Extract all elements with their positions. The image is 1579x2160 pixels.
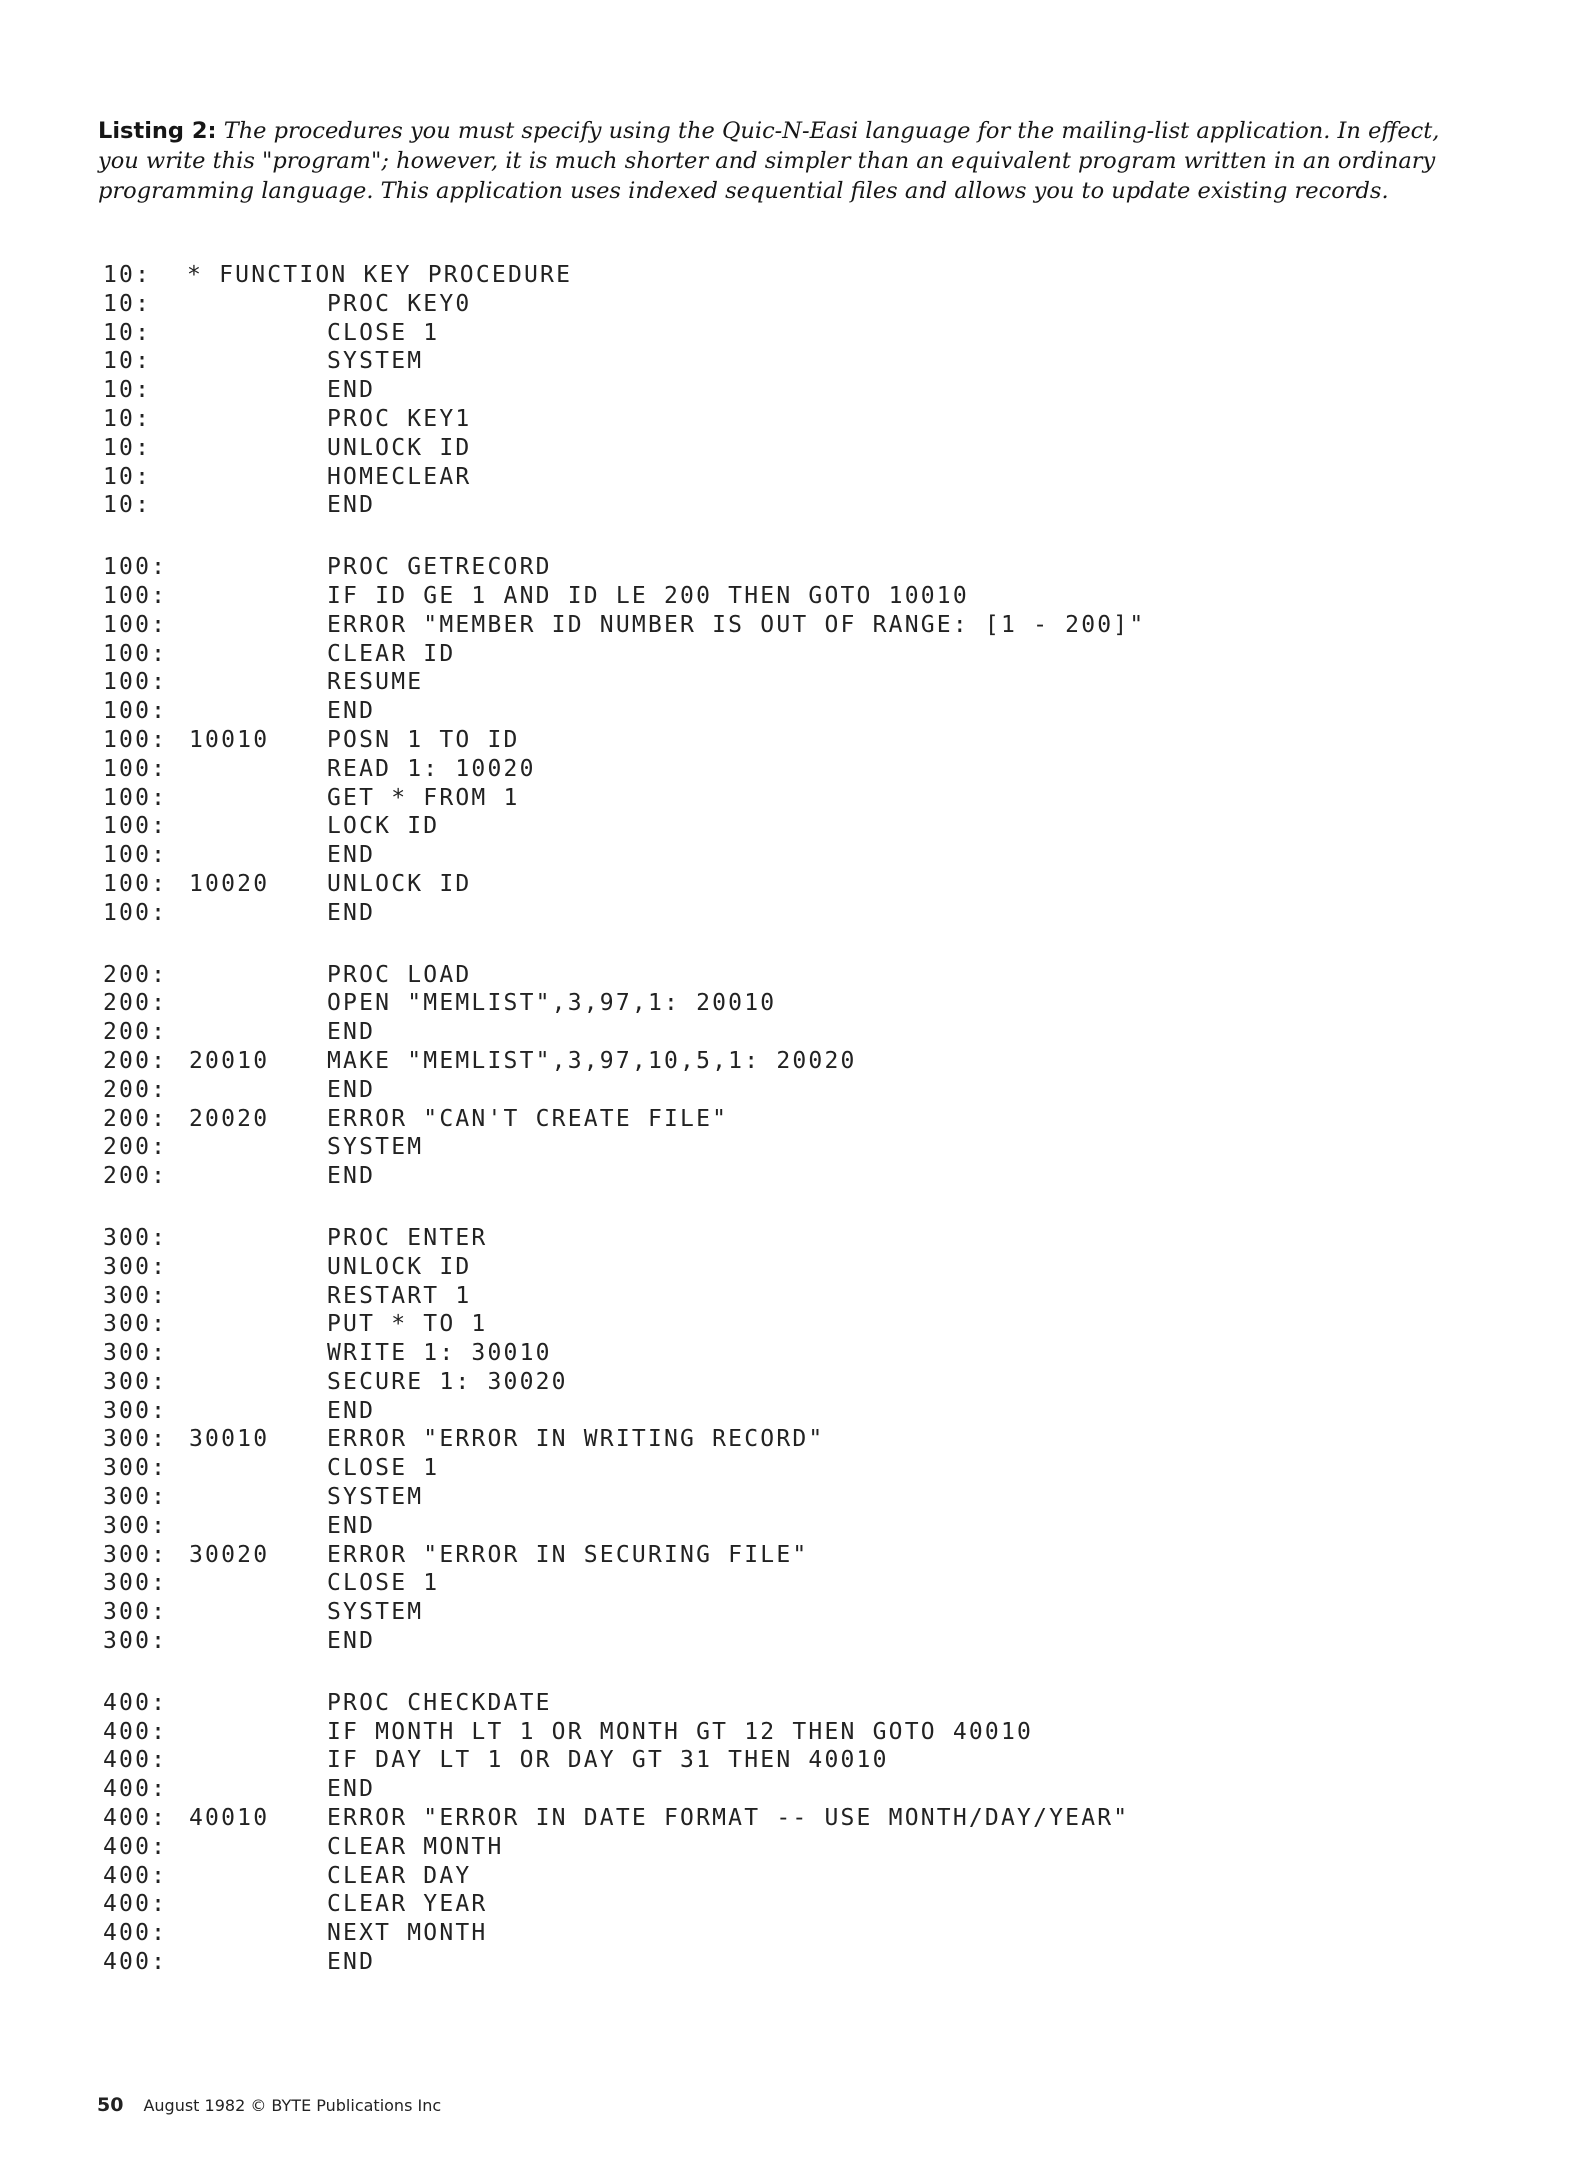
line-number: 400: xyxy=(103,1833,168,1860)
listing-line xyxy=(0,756,1579,785)
statement-label: 10020 xyxy=(189,870,270,897)
line-number: 300: xyxy=(103,1541,168,1568)
line-number: 200: xyxy=(103,990,168,1017)
statement-code: UNLOCK ID xyxy=(327,1253,472,1280)
listing-line xyxy=(0,1106,1579,1135)
listing-line xyxy=(0,1254,1579,1283)
line-number: 100: xyxy=(103,640,168,667)
line-number: 10: xyxy=(103,463,152,490)
statement-label: 20020 xyxy=(189,1105,270,1132)
caption-text: The procedures you must specify using the Quic-N-Easi language for the mailing-list application. In effect, you write this "program"; however, it is much shorter and simpler than an equivalent program written in an ordinary programming language. This application uses indexed sequential files and allows you to update existing records. xyxy=(98,118,1440,204)
line-number: 100: xyxy=(103,899,168,926)
statement-code: OPEN "MEMLIST",3,97,1: 20010 xyxy=(327,990,777,1017)
line-number: 100: xyxy=(103,611,168,638)
line-number: 10: xyxy=(103,348,152,375)
line-number: 100: xyxy=(103,669,168,696)
line-number: 10: xyxy=(103,262,152,288)
listing-line xyxy=(0,1484,1579,1513)
line-number: 400: xyxy=(103,1805,168,1832)
statement-code: CLOSE 1 xyxy=(327,1570,440,1597)
listing-line xyxy=(0,464,1579,493)
listing-line xyxy=(0,1163,1579,1192)
listing-line xyxy=(0,406,1579,435)
line-number: 400: xyxy=(103,1718,168,1745)
statement-code: END xyxy=(327,1949,376,1976)
listing-line xyxy=(0,1805,1579,1834)
line-number: 300: xyxy=(103,1311,168,1338)
listing-line xyxy=(0,1949,1579,1978)
listing-line xyxy=(0,1920,1579,1949)
line-number: 400: xyxy=(103,1689,168,1716)
line-number: 100: xyxy=(103,755,168,782)
statement-code: ERROR "ERROR IN DATE FORMAT -- USE MONTH/DAY/YEAR" xyxy=(327,1805,1130,1832)
statement-code: ERROR "ERROR IN WRITING RECORD" xyxy=(327,1426,825,1453)
statement-code: CLEAR YEAR xyxy=(327,1891,488,1918)
line-number: 300: xyxy=(103,1282,168,1309)
line-number: 200: xyxy=(103,1105,168,1132)
line-number: 100: xyxy=(103,554,168,581)
listing-line xyxy=(0,900,1579,929)
statement-code: CLEAR ID xyxy=(327,640,456,667)
line-number: 100: xyxy=(103,813,168,840)
line-number: 400: xyxy=(103,1776,168,1803)
statement-code: POSN 1 TO ID xyxy=(327,726,520,753)
listing-line xyxy=(0,871,1579,900)
line-number: 100: xyxy=(103,784,168,811)
line-number: 300: xyxy=(103,1368,168,1395)
statement-code: PUT * TO 1 xyxy=(327,1311,488,1338)
statement-code: END xyxy=(327,1019,376,1046)
statement-code: PROC KEY0 xyxy=(327,290,472,317)
statement-code: PROC ENTER xyxy=(327,1224,488,1251)
statement-code: PROC CHECKDATE xyxy=(327,1689,552,1716)
statement-code: UNLOCK ID xyxy=(327,434,472,461)
listing-line xyxy=(0,377,1579,406)
line-number: 200: xyxy=(103,961,168,988)
section-gap xyxy=(0,1657,1579,1690)
listing-line xyxy=(0,727,1579,756)
listing-line xyxy=(0,698,1579,727)
listing-line xyxy=(0,1225,1579,1254)
listing-line xyxy=(0,1776,1579,1805)
statement-code: END xyxy=(327,1397,376,1424)
statement-code: HOMECLEAR xyxy=(327,463,472,490)
statement-code: END xyxy=(327,899,376,926)
line-number: 100: xyxy=(103,698,168,725)
line-number: 200: xyxy=(103,1076,168,1103)
listing-line xyxy=(0,320,1579,349)
statement-code: SYSTEM xyxy=(327,1134,424,1161)
listing-line xyxy=(0,1398,1579,1427)
listing-line xyxy=(0,1134,1579,1163)
line-number: 300: xyxy=(103,1570,168,1597)
caption-label: Listing 2: xyxy=(98,118,217,144)
listing-line xyxy=(0,1599,1579,1628)
listing-line xyxy=(0,1747,1579,1776)
listing-line xyxy=(0,669,1579,698)
listing-line xyxy=(0,1311,1579,1340)
line-number: 300: xyxy=(103,1397,168,1424)
listing-line xyxy=(0,1570,1579,1599)
line-number: 10: xyxy=(103,290,152,317)
listing-line xyxy=(0,990,1579,1019)
code-listing xyxy=(0,262,1579,1978)
section-gap xyxy=(0,929,1579,962)
line-number: 300: xyxy=(103,1455,168,1482)
statement-code: LOCK ID xyxy=(327,813,440,840)
statement-code: SECURE 1: 30020 xyxy=(327,1368,568,1395)
statement-code: IF MONTH LT 1 OR MONTH GT 12 THEN GOTO 40010 xyxy=(327,1718,1034,1745)
line-number: 400: xyxy=(103,1891,168,1918)
line-number: 300: xyxy=(103,1628,168,1655)
statement-code: ERROR "MEMBER ID NUMBER IS OUT OF RANGE: [1 - 200]" xyxy=(327,611,1146,638)
statement-code: RESUME xyxy=(327,669,424,696)
statement-code: WRITE 1: 30010 xyxy=(327,1340,552,1367)
line-number: 300: xyxy=(103,1224,168,1251)
listing-line xyxy=(0,291,1579,320)
listing-line xyxy=(0,1077,1579,1106)
statement-label: 10010 xyxy=(189,726,270,753)
statement-code: SYSTEM xyxy=(327,348,424,375)
listing-line xyxy=(0,492,1579,521)
line-number: 300: xyxy=(103,1599,168,1626)
statement-code: READ 1: 10020 xyxy=(327,755,536,782)
line-number: 100: xyxy=(103,726,168,753)
statement-code: PROC LOAD xyxy=(327,961,472,988)
listing-line xyxy=(0,583,1579,612)
statement-code: END xyxy=(327,1512,376,1539)
statement-code: SYSTEM xyxy=(327,1484,424,1511)
statement-code: END xyxy=(327,377,376,404)
statement-code: END xyxy=(327,1163,376,1190)
listing-caption xyxy=(98,116,1483,206)
listing-line xyxy=(0,262,1579,291)
statement-code: END xyxy=(327,492,376,519)
listing-line xyxy=(0,1455,1579,1484)
line-number: 300: xyxy=(103,1484,168,1511)
statement-code: MAKE "MEMLIST",3,97,10,5,1: 20020 xyxy=(327,1047,857,1074)
line-number: 100: xyxy=(103,582,168,609)
listing-line xyxy=(0,1834,1579,1863)
section-gap xyxy=(0,521,1579,554)
listing-line xyxy=(0,1283,1579,1312)
statement-code: END xyxy=(327,1628,376,1655)
statement-code: RESTART 1 xyxy=(327,1282,472,1309)
statement-code: END xyxy=(327,1076,376,1103)
statement-code: ERROR "CAN'T CREATE FILE" xyxy=(327,1105,729,1132)
statement-code: UNLOCK ID xyxy=(327,870,472,897)
listing-line xyxy=(0,1340,1579,1369)
statement-code: SYSTEM xyxy=(327,1599,424,1626)
listing-line xyxy=(0,1019,1579,1048)
line-number: 10: xyxy=(103,434,152,461)
line-number: 300: xyxy=(103,1512,168,1539)
statement-code: PROC GETRECORD xyxy=(327,554,552,581)
statement-code: NEXT MONTH xyxy=(327,1920,488,1947)
line-number: 400: xyxy=(103,1920,168,1947)
listing-line xyxy=(0,785,1579,814)
line-number: 400: xyxy=(103,1862,168,1889)
line-number: 200: xyxy=(103,1019,168,1046)
statement-code: IF DAY LT 1 OR DAY GT 31 THEN 40010 xyxy=(327,1747,889,1774)
statement-code: CLEAR DAY xyxy=(327,1862,472,1889)
page-number: 50 xyxy=(97,2094,124,2116)
statement-label: 30010 xyxy=(189,1426,270,1453)
listing-line xyxy=(0,641,1579,670)
statement-code: GET * FROM 1 xyxy=(327,784,520,811)
statement-code: END xyxy=(327,842,376,869)
listing-line xyxy=(0,1513,1579,1542)
statement-label: 40010 xyxy=(189,1805,270,1832)
listing-line xyxy=(0,1628,1579,1657)
line-number: 300: xyxy=(103,1426,168,1453)
listing-line xyxy=(0,435,1579,464)
statement-code: END xyxy=(327,698,376,725)
statement-code: CLOSE 1 xyxy=(327,1455,440,1482)
listing-line xyxy=(0,612,1579,641)
line-number: 200: xyxy=(103,1134,168,1161)
listing-line xyxy=(0,1690,1579,1719)
line-number: 10: xyxy=(103,492,152,519)
statement-code: END xyxy=(327,1776,376,1803)
listing-line xyxy=(0,1369,1579,1398)
page-footer xyxy=(97,2094,441,2116)
line-number: 10: xyxy=(103,319,152,346)
footer-text: August 1982 © BYTE Publications Inc xyxy=(143,2096,442,2115)
statement-label: 20010 xyxy=(189,1047,270,1074)
listing-line xyxy=(0,1426,1579,1455)
listing-line xyxy=(0,1542,1579,1571)
statement-code: CLOSE 1 xyxy=(327,319,440,346)
line-number: 100: xyxy=(103,842,168,869)
listing-line xyxy=(0,554,1579,583)
line-number: 10: xyxy=(103,377,152,404)
listing-line xyxy=(0,962,1579,991)
section-gap xyxy=(0,1192,1579,1225)
listing-line xyxy=(0,1048,1579,1077)
statement-code: ERROR "ERROR IN SECURING FILE" xyxy=(327,1541,809,1568)
statement-code: IF ID GE 1 AND ID LE 200 THEN GOTO 10010 xyxy=(327,582,969,609)
line-number: 300: xyxy=(103,1253,168,1280)
listing-line xyxy=(0,1891,1579,1920)
listing-line xyxy=(0,813,1579,842)
line-number: 400: xyxy=(103,1747,168,1774)
statement-code: * FUNCTION KEY PROCEDURE xyxy=(187,262,573,288)
line-number: 200: xyxy=(103,1047,168,1074)
listing-line xyxy=(0,1863,1579,1892)
listing-line xyxy=(0,842,1579,871)
line-number: 400: xyxy=(103,1949,168,1976)
statement-label: 30020 xyxy=(189,1541,270,1568)
statement-code: CLEAR MONTH xyxy=(327,1833,504,1860)
line-number: 200: xyxy=(103,1163,168,1190)
line-number: 10: xyxy=(103,405,152,432)
listing-line xyxy=(0,348,1579,377)
line-number: 100: xyxy=(103,870,168,897)
statement-code: PROC KEY1 xyxy=(327,405,472,432)
listing-line xyxy=(0,1719,1579,1748)
line-number: 300: xyxy=(103,1340,168,1367)
